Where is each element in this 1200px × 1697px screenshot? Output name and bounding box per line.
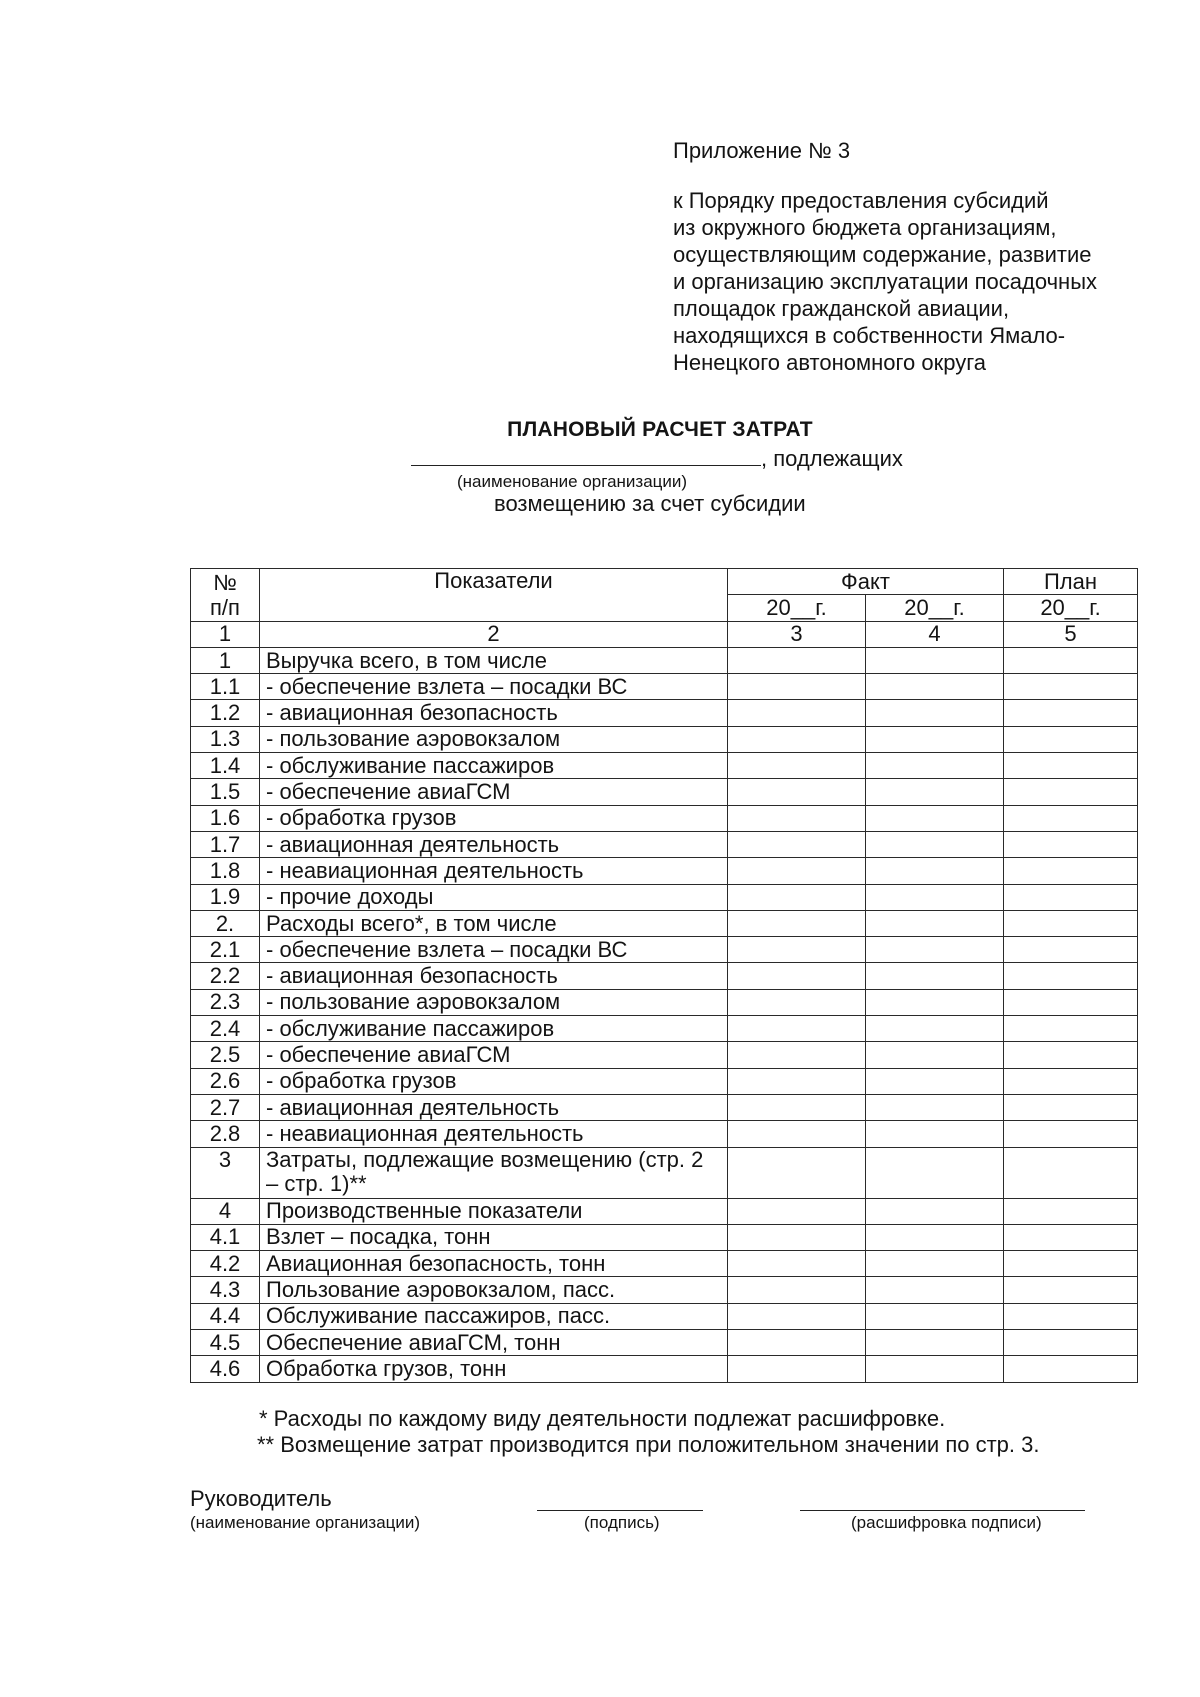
plan-value (1004, 884, 1138, 910)
fact-value-2 (866, 1042, 1004, 1068)
fact-value-1 (728, 1094, 866, 1120)
row-number: 1.1 (191, 674, 260, 700)
organization-caption: (наименование организации) (457, 472, 688, 491)
fact-value-1 (728, 753, 866, 779)
fact-value-1 (728, 1277, 866, 1303)
fact-value-2 (866, 1330, 1004, 1356)
fact-value-1 (728, 831, 866, 857)
plan-value (1004, 1330, 1138, 1356)
row-label: - пользование аэровокзалом (260, 726, 728, 752)
fact-value-2 (866, 937, 1004, 963)
row-number: 4.2 (191, 1251, 260, 1277)
row-number: 2.1 (191, 937, 260, 963)
fact-value-2 (866, 963, 1004, 989)
table-row (191, 963, 1138, 989)
plan-value (1004, 937, 1138, 963)
table-row (191, 700, 1138, 726)
plan-value (1004, 910, 1138, 936)
appendix-line: из окружного бюджета организациям, (673, 215, 1057, 240)
column-number: 5 (1004, 621, 1138, 647)
fact-value-2 (866, 1198, 1004, 1224)
fact-value-2 (866, 831, 1004, 857)
plan-value (1004, 1356, 1138, 1382)
plan-value (1004, 858, 1138, 884)
row-label: Обеспечение авиаГСМ, тонн (260, 1330, 728, 1356)
fact-value-1 (728, 1016, 866, 1042)
fact-value-1 (728, 1198, 866, 1224)
row-number: 2.5 (191, 1042, 260, 1068)
plan-value (1004, 831, 1138, 857)
plan-value (1004, 963, 1138, 989)
appendix-line: и организацию эксплуатации посадочных (673, 269, 1098, 294)
row-number: 4.4 (191, 1303, 260, 1329)
appendix-line: осуществляющим содержание, развитие (673, 242, 1092, 267)
row-label: Авиационная безопасность, тонн (260, 1251, 728, 1277)
table-row (191, 1068, 1138, 1094)
fact-value-1 (728, 1330, 866, 1356)
fact-value-2 (866, 753, 1004, 779)
row-label: - авиационная безопасность (260, 700, 728, 726)
fact-value-2 (866, 1251, 1004, 1277)
row-label: - обслуживание пассажиров (260, 753, 728, 779)
table-row (191, 1251, 1138, 1277)
row-number: 1 (191, 647, 260, 673)
row-label: - обеспечение взлета – посадки ВС (260, 937, 728, 963)
fact-value-1 (728, 910, 866, 936)
appendix-line: к Порядку предоставления субсидий (673, 188, 1049, 213)
fact-value-2 (866, 1303, 1004, 1329)
fact-value-1 (728, 1121, 866, 1147)
table-row (191, 1121, 1138, 1147)
table-row (191, 910, 1138, 936)
row-label: Пользование аэровокзалом, пасс. (260, 1277, 728, 1303)
row-number: 2.4 (191, 1016, 260, 1042)
organization-blank-field (411, 445, 761, 466)
plan-value (1004, 1147, 1138, 1198)
header-plan-year: 20__г. (1004, 595, 1138, 621)
header-fact: Факт (728, 569, 1004, 595)
table-row (191, 753, 1138, 779)
table-row (191, 858, 1138, 884)
fact-value-1 (728, 989, 866, 1015)
cost-table (190, 568, 1138, 1383)
signature-line (537, 1510, 703, 1511)
plan-value (1004, 1016, 1138, 1042)
plan-value (1004, 1042, 1138, 1068)
document-title: ПЛАНОВЫЙ РАСЧЕТ ЗАТРАТ (507, 418, 813, 441)
table-row (191, 1198, 1138, 1224)
row-label: - обеспечение авиаГСМ (260, 1042, 728, 1068)
row-number: 2.7 (191, 1094, 260, 1120)
fact-value-2 (866, 1356, 1004, 1382)
signature-decode-caption: (расшифровка подписи) (851, 1513, 1042, 1532)
fact-value-2 (866, 779, 1004, 805)
appendix-line: находящихся в собственности Ямало- (673, 323, 1066, 348)
signature-role: Руководитель (190, 1486, 332, 1511)
fact-value-1 (728, 1356, 866, 1382)
row-number: 4.1 (191, 1224, 260, 1250)
footnote: * Расходы по каждому виду деятельности подлежат расшифровке. (259, 1406, 946, 1431)
fact-value-2 (866, 989, 1004, 1015)
row-label: Обработка грузов, тонн (260, 1356, 728, 1382)
fact-value-1 (728, 726, 866, 752)
row-label: - прочие доходы (260, 884, 728, 910)
signature-decode-line (800, 1510, 1085, 1511)
appendix-title: Приложение № 3 (673, 138, 851, 163)
row-label: - неавиационная деятельность (260, 858, 728, 884)
table-row (191, 884, 1138, 910)
table-row (191, 937, 1138, 963)
plan-value (1004, 700, 1138, 726)
fact-value-2 (866, 1147, 1004, 1198)
table-row (191, 1330, 1138, 1356)
table-row (191, 831, 1138, 857)
fact-value-2 (866, 647, 1004, 673)
fact-value-1 (728, 805, 866, 831)
row-number: 2. (191, 910, 260, 936)
table-row (191, 674, 1138, 700)
plan-value (1004, 1121, 1138, 1147)
fact-value-2 (866, 700, 1004, 726)
row-label: - авиационная деятельность (260, 831, 728, 857)
plan-value (1004, 779, 1138, 805)
row-label: Обслуживание пассажиров, пасс. (260, 1303, 728, 1329)
header-plan: План (1004, 569, 1138, 595)
plan-value (1004, 1224, 1138, 1250)
appendix-line: Ненецкого автономного округа (673, 350, 987, 375)
plan-value (1004, 1068, 1138, 1094)
table-row (191, 1303, 1138, 1329)
row-number: 2.3 (191, 989, 260, 1015)
row-label: - обслуживание пассажиров (260, 1016, 728, 1042)
plan-value (1004, 989, 1138, 1015)
signature-org-caption: (наименование организации) (190, 1513, 421, 1532)
row-label: - авиационная деятельность (260, 1094, 728, 1120)
header-indicators: Показатели (260, 569, 728, 622)
row-number: 2.8 (191, 1121, 260, 1147)
fact-value-1 (728, 674, 866, 700)
row-number: 1.6 (191, 805, 260, 831)
fact-value-2 (866, 1121, 1004, 1147)
footnotes (259, 1406, 1039, 1458)
fact-value-2 (866, 1068, 1004, 1094)
fact-value-2 (866, 884, 1004, 910)
fact-value-1 (728, 700, 866, 726)
footnote: ** Возмещение затрат производится при положительном значении по стр. 3. (257, 1432, 1040, 1457)
fact-value-2 (866, 1277, 1004, 1303)
row-label: - обработка грузов (260, 805, 728, 831)
table-row (191, 1042, 1138, 1068)
table-row (191, 805, 1138, 831)
row-number: 4.5 (191, 1330, 260, 1356)
fact-value-1 (728, 884, 866, 910)
row-label: Выручка всего, в том числе (260, 647, 728, 673)
fact-value-1 (728, 647, 866, 673)
fact-value-2 (866, 726, 1004, 752)
table-row (191, 1016, 1138, 1042)
header-fact-year-1: 20__г. (728, 595, 866, 621)
fact-value-2 (866, 1224, 1004, 1250)
row-label: - обеспечение авиаГСМ (260, 779, 728, 805)
fact-value-2 (866, 858, 1004, 884)
column-number: 2 (260, 621, 728, 647)
fact-value-1 (728, 779, 866, 805)
plan-value (1004, 674, 1138, 700)
row-label: - авиационная безопасность (260, 963, 728, 989)
column-number: 1 (191, 621, 260, 647)
plan-value (1004, 805, 1138, 831)
table-row (191, 1224, 1138, 1250)
table-row (191, 1356, 1138, 1382)
signature-sign-caption: (подпись) (584, 1513, 660, 1532)
document-subtitle: возмещению за счет субсидии (494, 491, 806, 516)
header-fact-year-2: 20__г. (866, 595, 1004, 621)
plan-value (1004, 753, 1138, 779)
fact-value-1 (728, 1068, 866, 1094)
fact-value-1 (728, 963, 866, 989)
row-number: 2.2 (191, 963, 260, 989)
plan-value (1004, 1198, 1138, 1224)
fact-value-1 (728, 858, 866, 884)
plan-value (1004, 1094, 1138, 1120)
table-row (191, 989, 1138, 1015)
row-number: 1.5 (191, 779, 260, 805)
table-row (191, 1094, 1138, 1120)
fact-value-1 (728, 1303, 866, 1329)
row-number: 1.2 (191, 700, 260, 726)
organization-line (411, 445, 903, 472)
column-number: 3 (728, 621, 866, 647)
table-row (191, 726, 1138, 752)
fact-value-2 (866, 674, 1004, 700)
row-label: - неавиационная деятельность (260, 1121, 728, 1147)
plan-value (1004, 726, 1138, 752)
table-row (191, 1277, 1138, 1303)
table-row (191, 779, 1138, 805)
row-number: 4.6 (191, 1356, 260, 1382)
fact-value-1 (728, 1251, 866, 1277)
row-number: 2.6 (191, 1068, 260, 1094)
row-number: 4.3 (191, 1277, 260, 1303)
heading-after-blank: , подлежащих (761, 446, 903, 471)
row-label: - обеспечение взлета – посадки ВС (260, 674, 728, 700)
row-number: 3 (191, 1147, 260, 1198)
appendix-line: площадок гражданской авиации, (673, 296, 1010, 321)
table-row (191, 647, 1138, 673)
plan-value (1004, 1277, 1138, 1303)
column-number: 4 (866, 621, 1004, 647)
fact-value-2 (866, 910, 1004, 936)
fact-value-1 (728, 1042, 866, 1068)
plan-value (1004, 1251, 1138, 1277)
row-number: 1.7 (191, 831, 260, 857)
fact-value-1 (728, 1147, 866, 1198)
row-label: Расходы всего*, в том числе (260, 910, 728, 936)
fact-value-2 (866, 1016, 1004, 1042)
plan-value (1004, 1303, 1138, 1329)
fact-value-1 (728, 1224, 866, 1250)
header-num: № п/п (191, 569, 260, 622)
fact-value-2 (866, 805, 1004, 831)
row-label: Затраты, подлежащие возмещению (стр. 2 – стр. 1)** (260, 1147, 728, 1198)
row-label: Производственные показатели (260, 1198, 728, 1224)
table-row (191, 1147, 1138, 1198)
fact-value-1 (728, 937, 866, 963)
row-number: 1.4 (191, 753, 260, 779)
row-number: 1.8 (191, 858, 260, 884)
row-label: Взлет – посадка, тонн (260, 1224, 728, 1250)
row-number: 1.3 (191, 726, 260, 752)
fact-value-2 (866, 1094, 1004, 1120)
row-number: 1.9 (191, 884, 260, 910)
row-label: - обработка грузов (260, 1068, 728, 1094)
appendix-block (673, 137, 1097, 376)
row-label: - пользование аэровокзалом (260, 989, 728, 1015)
row-number: 4 (191, 1198, 260, 1224)
plan-value (1004, 647, 1138, 673)
